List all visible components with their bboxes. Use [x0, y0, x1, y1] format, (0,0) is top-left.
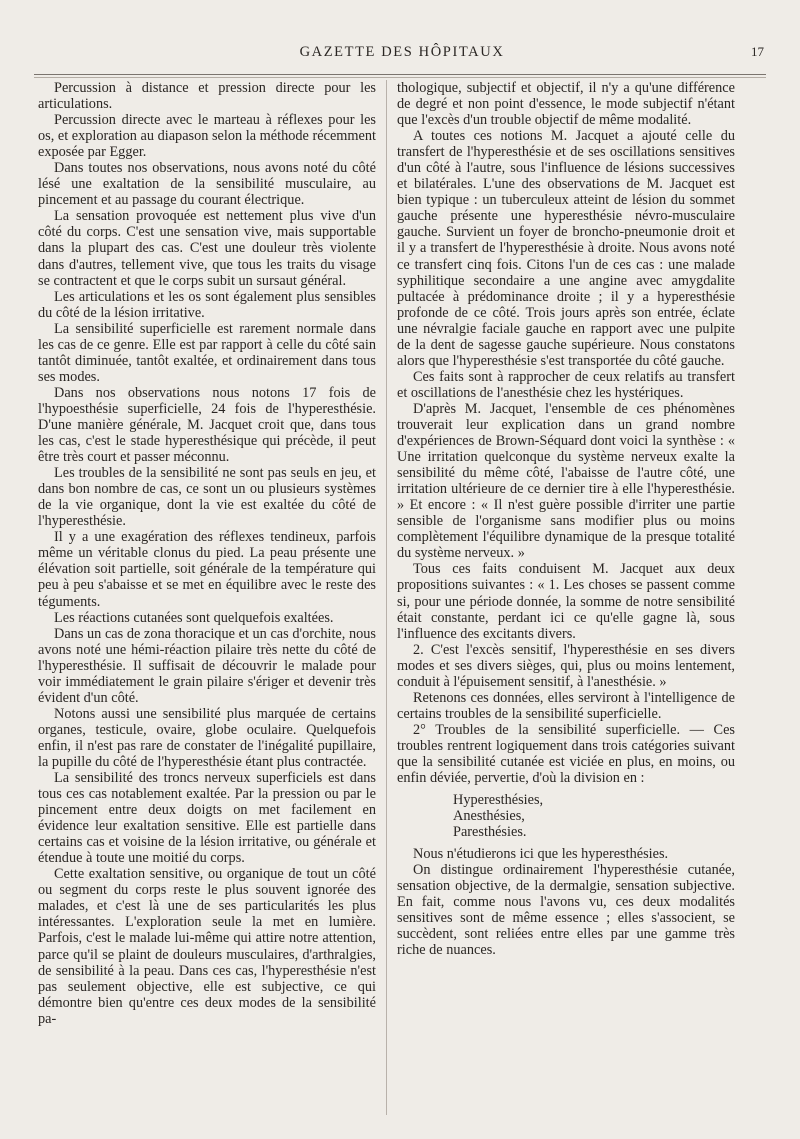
paragraph: A toutes ces notions M. Jacquet a ajouté celle du transfert de l'hyperesthésie et de ses oscillations sensitives d'un côté à l'autre, sous l'influence de lésions successives et bilatérales. L'une des observations de M. Jacquet est bien typique : un tuberculeux atteint de lésion du sommet gauche présente une hyperesthésie névro-musculaire gauche. Survient un foyer de broncho-pneumonie droit et il y a transfert de l'hyperesthésie à droite. Nous avons noté ce transfert cinq fois. Citons l'un de ces cas : une malade syphilitique secondaire a une angine avec amygdalite pultacée à prédominance droite ; il y a hyperesthésie profonde de ce côté. Trois jours après son entrée, éclate une névralgie faciale gauche en rapport avec une pulpite de la dent de sagesse gauche supérieure. Nous constatons alors que l'hyperesthésie s'est transportée du côté gauche. — [397, 128, 735, 369]
paragraph: Les troubles de la sensibilité ne sont pas seuls en jeu, et dans bon nombre de cas, ce sont un ou plusieurs systèmes de la vie organique, dont la vie est exaltée du côté de l'hyperesthésie. — [38, 465, 376, 530]
paragraph: Dans toutes nos observations, nous avons noté du côté lésé une exaltation de la sensibilité musculaire, au pincement et au passage du courant électrique. — [38, 160, 376, 209]
paragraph: Dans un cas de zona thoracique et un cas d'orchite, nous avons noté une hémi-réaction pilaire très nette du côté de l'hyperesthésie. Il suffisait de découvrir le malade pour voir immédiatement le grain pilaire s'ériger et devenir très évident d'un côté. — [38, 625, 376, 706]
paragraph: Tous ces faits conduisent M. Jacquet aux deux propositions suivantes : « 1. Les choses se passent comme si, pour une période donnée, la somme de notre sensibilité était constante, perdant ici ce qu'elle gagne là, sous l'influence des excitants divers. — [397, 561, 735, 642]
paragraph: Cette exaltation sensitive, ou organique de tout un côté ou segment du corps reste le plus souvent ignorée des malades, et c'est là une de ses particularités les plus intéressantes. L'exploration seule la met en lumière. Parfois, c'est le malade lui-même qui attire notre attention, parce qu'il se plaint de douleurs musculaires, d'arthralgies, de sensibilité à la peau. Dans ces cas, l'hyperesthésie n'est pas seulement objective, elle est subjective, ce qui démontre bien qu'entre ces deux modes de la sensibilité pa- — [38, 866, 376, 1027]
paragraph: D'après M. Jacquet, l'ensemble de ces phénomènes trouverait leur explication dans un grand nombre d'expériences de Brown-Séquard dont voici la synthèse : « Une irritation quelconque du système nerveux exalte la sensibilité du même côté, l'abaisse de l'autre côté, une irritation ultérieure de ce dernier tire à elle l'hyperesthésie. » Et encore : « Il n'est guère possible d'irriter une partie sensible de l'organisme sans modifier plus ou moins complètement l'équilibre dynamique de la presque totalité du système nerveux. » — [397, 400, 735, 562]
paragraph: 2° Troubles de la sensibilité superficielle. — Ces troubles rentrent logiquement dans trois catégories suivant que la sensibilité cutanée est viciée en plus, en moins, ou enfin déviée, pervertie, d'où la division en : — [397, 721, 735, 787]
column-divider — [386, 80, 387, 1115]
paragraph: Dans nos observations nous notons 17 fois de l'hypoesthésie superficielle, 24 fois de l'hyperesthésie. D'une manière générale, M. Jacquet croit que, dans tous les cas, c'est le stade hyperesthésique qui précède, il peut être très court et passer méconnu. — [38, 384, 376, 466]
running-header — [40, 40, 764, 66]
paragraph: Nous n'étudierons ici que les hyperesthésies. — [413, 846, 669, 863]
paragraph: La sensation provoquée est nettement plus vive d'un côté du corps. C'est une sensation vive, mais supportable dans la plupart des cas. C'est une douleur très violente dans d'autres, tellement vive, que tous les traits du visage se contractent et que le corps subit un sursaut général. — [38, 208, 376, 289]
right-column — [397, 80, 735, 1120]
list-item: Hyperesthésies, — [453, 792, 544, 809]
left-column — [38, 80, 376, 1120]
paragraph: Les réactions cutanées sont quelquefois exaltées. — [54, 609, 334, 626]
paragraph: Les articulations et les os sont également plus sensibles du côté de la lésion irritative. — [38, 288, 376, 321]
paragraph: On distingue ordinairement l'hyperesthésie cutanée, sensation objective, de la dermalgie, sensation subjective. En fait, comme nous l'avons vu, ces deux modalités sensitives sont de même essence ; elles s'associent, se succèdent, sont reliées entre elles par une gamme très riche de nuances. — [397, 862, 735, 959]
paragraph: Notons aussi une sensibilité plus marquée de certains organes, testicule, ovaire, globe oculaire. Quelquefois enfin, il n'est pas rare de constater de l'inégalité pupillaire, la pupille du côté de l'hyperesthésie étant plus contractée. — [38, 705, 376, 770]
journal-title: GAZETTE DES HÔPITAUX — [299, 44, 505, 60]
paragraph: Il y a une exagération des réflexes tendineux, parfois même un véritable clonus du pied. La peau présente une élévation soit partielle, soit générale de la température qui peu à peu s'abaisse et se met en équilibre avec le reste des téguments. — [38, 529, 376, 610]
paragraph: La sensibilité des troncs nerveux superficiels est dans tous ces cas notablement exaltée. Par la pression ou par le pincement entre deux doigts on met facilement en évidence leur exaltation sensitive. Elle est partielle dans certains cas et voisine de la lésion irritative, ou générale et étendue à toute une moitié du corps. — [38, 770, 376, 867]
paragraph: Percussion directe avec le marteau à réflexes pour les os, et exploration au diapason selon la méthode récemment exposée par Egger. — [38, 112, 376, 161]
paragraph: Retenons ces données, elles serviront à l'intelligence de certains troubles de la sensibilité superficielle. — [397, 689, 735, 722]
paragraph: thologique, subjectif et objectif, il n'y a qu'une différence de degré et non point d'essence, le mode subjectif n'étant que l'excès d'un trouble objectif de même modalité. — [397, 80, 735, 129]
classification-list — [453, 792, 735, 840]
header-rule — [34, 74, 766, 78]
list-item: Paresthésies. — [453, 824, 527, 841]
paragraph: Percussion à distance et pression directe pour les articulations. — [38, 80, 376, 113]
list-item: Anesthésies, — [453, 808, 525, 825]
page-number: 17 — [751, 44, 764, 59]
paragraph: 2. C'est l'excès sensitif, l'hyperesthésie en ses divers modes et ses divers sièges, qui, plus ou moins lentement, conduit à l'épuisement sensitif, à l'anesthésie. » — [397, 641, 735, 690]
paragraph: La sensibilité superficielle est rarement normale dans les cas de ce genre. Elle est par rapport à celle du côté sain tantôt diminuée, tantôt exaltée, et ordinairement dans tous ses modes. — [38, 320, 376, 385]
paragraph: Ces faits sont à rapprocher de ceux relatifs au transfert et oscillations de l'anesthésie chez les hystériques. — [397, 368, 735, 401]
